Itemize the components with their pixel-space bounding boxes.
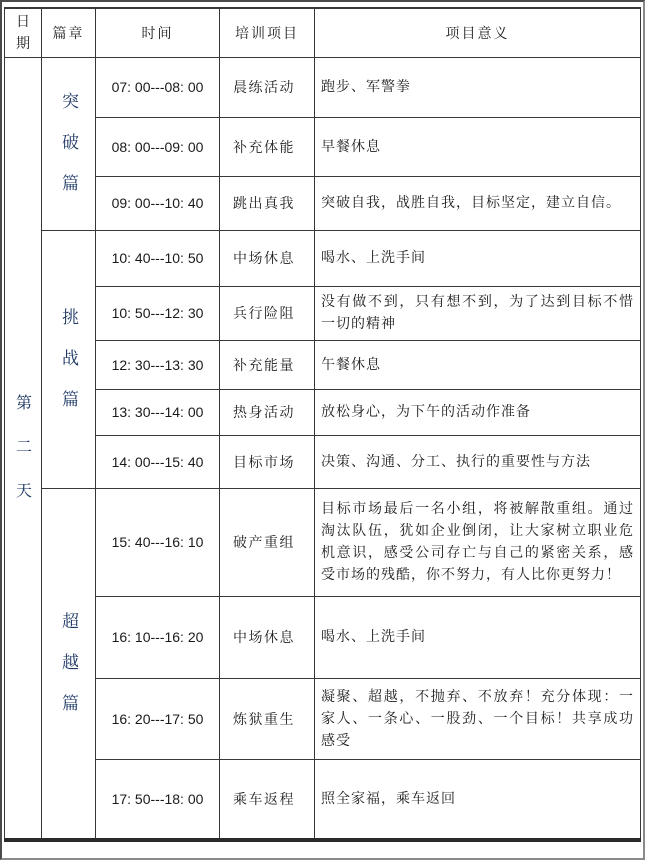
project-cell: 炼狱重生 [220,678,315,759]
meaning-cell: 凝聚、超越，不抛弃、不放弃！充分体现：一家人、一条心、一股劲、一个目标！共享成功感受 [315,678,641,759]
table-row [5,488,641,596]
time-cell: 17: 50---18: 00 [96,759,220,840]
header-time: 时间 [96,8,220,57]
meaning-cell: 喝水、上洗手间 [315,230,641,286]
table-row [5,57,641,117]
table-row [5,759,641,840]
header-meaning: 项目意义 [315,8,641,57]
training-schedule-table [4,7,641,842]
meaning-cell: 喝水、上洗手间 [315,596,641,678]
meaning-cell: 决策、沟通、分工、执行的重要性与方法 [315,435,641,488]
header-row [5,8,641,57]
meaning-cell: 跑步、军警拳 [315,57,641,117]
date-label: 第二天 [13,393,33,526]
meaning-cell: 早餐休息 [315,117,641,176]
project-cell: 晨练活动 [220,57,315,117]
time-cell: 07: 00---08: 00 [96,57,220,117]
time-cell: 16: 10---16: 20 [96,596,220,678]
table-row [5,678,641,759]
project-cell: 中场休息 [220,596,315,678]
time-cell: 10: 40---10: 50 [96,230,220,286]
table-row [5,286,641,340]
time-cell: 08: 00---09: 00 [96,117,220,176]
project-cell: 乘车返程 [220,759,315,840]
chapter-cell-breakthrough [42,57,96,230]
time-cell: 15: 40---16: 10 [96,488,220,596]
project-cell: 补充体能 [220,117,315,176]
chapter-label: 超越篇 [58,611,78,735]
time-cell: 16: 20---17: 50 [96,678,220,759]
table-row [5,230,641,286]
chapter-label: 突破篇 [58,92,78,215]
meaning-cell: 突破自我，战胜自我，目标坚定，建立自信。 [315,176,641,230]
chapter-cell-challenge [42,230,96,488]
time-cell: 13: 30---14: 00 [96,389,220,435]
project-cell: 兵行险阻 [220,286,315,340]
time-cell: 10: 50---12: 30 [96,286,220,340]
project-cell: 热身活动 [220,389,315,435]
meaning-cell: 目标市场最后一名小组，将被解散重组。通过淘汰队伍，犹如企业倒闭，让大家树立职业危机意识，感受公司存亡与自己的紧密关系，感受市场的残酷，你不努力，有人比你更努力！ [315,488,641,596]
meaning-cell: 照全家福，乘车返回 [315,759,641,840]
chapter-label: 挑战篇 [58,307,78,431]
project-cell: 目标市场 [220,435,315,488]
project-cell: 跳出真我 [220,176,315,230]
time-cell: 09: 00---10: 40 [96,176,220,230]
header-date: 日期 [5,8,42,57]
header-chapter: 篇章 [42,8,96,57]
chapter-cell-surpass [42,488,96,840]
table-row [5,389,641,435]
project-cell: 补充能量 [220,340,315,389]
table-row [5,596,641,678]
table-row [5,340,641,389]
table-row [5,117,641,176]
meaning-cell: 放松身心，为下午的活动作准备 [315,389,641,435]
meaning-cell: 没有做不到，只有想不到，为了达到目标不惜一切的精神 [315,286,641,340]
time-cell: 12: 30---13: 30 [96,340,220,389]
meaning-cell: 午餐休息 [315,340,641,389]
time-cell: 14: 00---15: 40 [96,435,220,488]
header-project: 培训项目 [220,8,315,57]
date-cell [5,57,42,840]
table-row [5,176,641,230]
table-row [5,435,641,488]
project-cell: 中场休息 [220,230,315,286]
project-cell: 破产重组 [220,488,315,596]
